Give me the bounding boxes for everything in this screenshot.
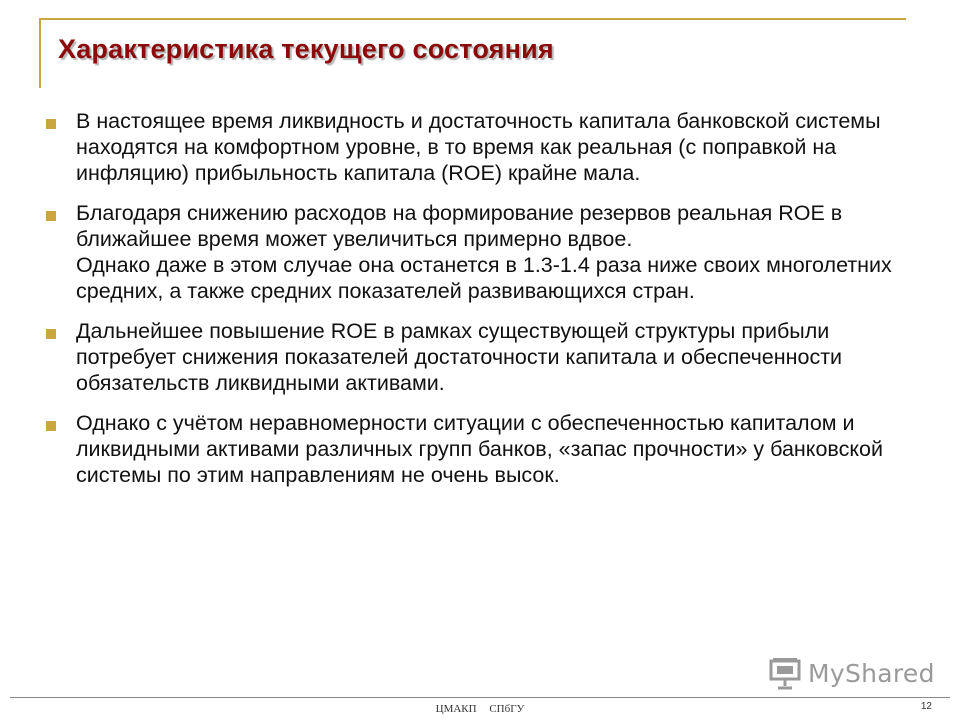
watermark-logo bbox=[768, 656, 935, 690]
title-accent-vertical-line bbox=[39, 18, 41, 88]
bullet-text: Дальнейшее повышение ROE в рамках существующей структуры прибыли потребует снижения показателей достаточности капитала и обеспеченности обязательств ликвидными активами. bbox=[76, 319, 843, 395]
page-number: 12 bbox=[920, 701, 932, 712]
bullet-text: Благодаря снижению расходов на формирование резервов реальная ROE в ближайшее время может увеличиться примерно вдвое. bbox=[76, 201, 843, 251]
footer-label: ЦМАКП СПбГУ bbox=[435, 703, 525, 715]
slide-title: Характеристика текущего состояния bbox=[58, 34, 554, 64]
bullet-item-2 bbox=[42, 200, 922, 304]
title-accent-horizontal-line bbox=[39, 18, 906, 20]
watermark-text: MyShared bbox=[808, 658, 935, 688]
square-bullet-icon bbox=[46, 211, 56, 221]
bullet-list bbox=[42, 108, 922, 502]
square-bullet-icon bbox=[46, 329, 56, 339]
bullet-text: В настоящее время ликвидность и достаточность капитала банковской системы находятся на комфортном уровне, в то время как реальная (с поправкой на инфляцию) прибыльность капитала (ROE) крайне мала. bbox=[76, 109, 881, 185]
presentation-board-icon bbox=[768, 656, 802, 690]
bullet-item-4 bbox=[42, 410, 922, 488]
bullet-text: Однако с учётом неравномерности ситуации с обеспеченностью капиталом и ликвидными активами различных групп банков, «запас прочности» у банковской системы по этим направлениям не очень высок. bbox=[76, 411, 883, 487]
bullet-item-3 bbox=[42, 318, 922, 396]
square-bullet-icon bbox=[46, 119, 56, 129]
bullet-text-continuation: Однако даже в этом случае она останется в 1.3-1.4 раза ниже своих многолетних средних, а также средних показателей развивающихся стран. bbox=[76, 253, 892, 303]
square-bullet-icon bbox=[46, 421, 56, 431]
bullet-item-1 bbox=[42, 108, 922, 186]
footer-divider bbox=[10, 697, 950, 698]
